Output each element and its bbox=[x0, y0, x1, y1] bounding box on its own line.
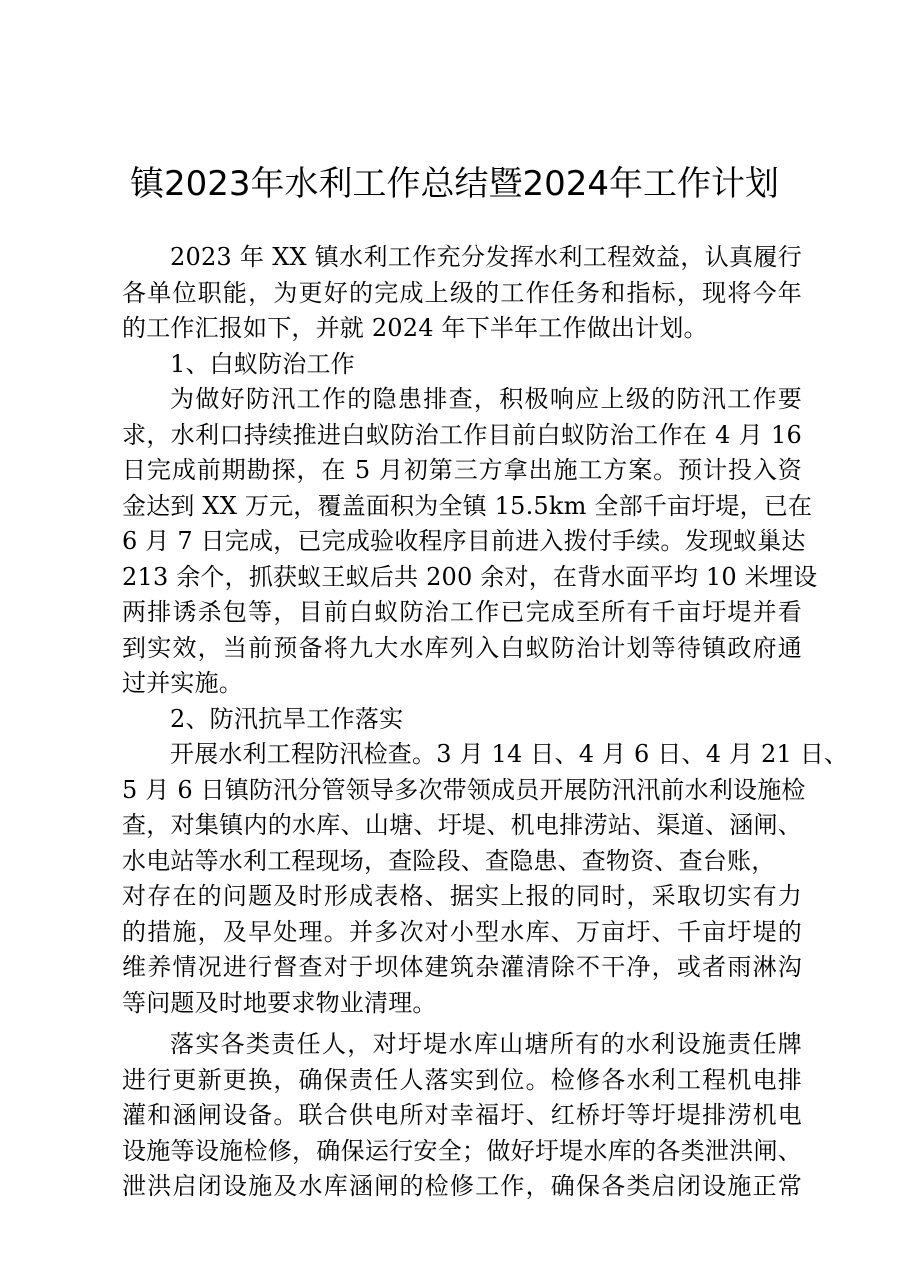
paragraph-line: 灌和涵闸设备。联合供电所对幸福圩、红桥圩等圩堤排涝机电 bbox=[122, 1101, 802, 1129]
paragraph-line: 水电站等水利工程现场，查险段、查隐患、查物资、查台账， bbox=[122, 846, 776, 875]
paragraph-line: 2023 年 XX 镇水利工作充分发挥水利工程效益，认真履行 bbox=[170, 243, 802, 271]
paragraph-line: 两排诱杀包等，目前白蚁防治工作已完成至所有千亩圩堤并看 bbox=[122, 598, 802, 626]
paragraph-line: 到实效，当前预备将九大水库列入白蚁防治计划等待镇政府通 bbox=[122, 633, 802, 662]
paragraph-line: 各单位职能，为更好的完成上级的工作任务和指标，现将今年 bbox=[122, 278, 802, 307]
paragraph-line: 金达到 XX 万元，覆盖面积为全镇 15.5km 全部千亩圩堤，已在 bbox=[122, 491, 813, 520]
paragraph-line: 的工作汇报如下，并就 2024 年下半年工作做出计划。 bbox=[122, 314, 708, 342]
section-heading: 2、防汛抗旱工作落实 bbox=[170, 704, 404, 733]
paragraph-line: 为做好防汛工作的隐患排查，积极响应上级的防汛工作要 bbox=[170, 385, 802, 413]
paragraph-line: 查，对集镇内的水库、山塘、圩堤、机电排涝站、渠道、涵闸、 bbox=[122, 811, 802, 839]
paragraph-line: 6 月 7 日完成，已完成验收程序目前进入拨付手续。发现蚁巢达 bbox=[122, 527, 806, 555]
paragraph-line: 设施等设施检修，确保运行安全；做好圩堤水库的各类泄洪闸、 bbox=[122, 1136, 802, 1165]
paragraph-line: 泄洪启闭设施及水库涵闸的检修工作，确保各类启闭设施正常 bbox=[122, 1172, 802, 1200]
paragraph-line: 的措施，及早处理。并多次对小型水库、万亩圩、千亩圩堤的 bbox=[122, 917, 802, 946]
paragraph-line: 维养情况进行督查对于坝体建筑杂灌清除不干净，或者雨淋沟 bbox=[122, 953, 802, 981]
paragraph-line: 求，水利口持续推进白蚁防治工作目前白蚁防治工作在 4 月 16 bbox=[122, 420, 802, 449]
paragraph-line: 进行更新更换，确保责任人落实到位。检修各水利工程机电排 bbox=[122, 1065, 802, 1094]
paragraph-line: 213 余个，抓获蚁王蚁后共 200 余对，在背水面平均 10 米埋设 bbox=[122, 562, 818, 591]
paragraph-line: 过并实施。 bbox=[122, 669, 243, 697]
document-title: 镇2023年水利工作总结暨2024年工作计划 bbox=[129, 164, 780, 204]
section-heading: 1、白蚁防治工作 bbox=[170, 349, 355, 378]
paragraph-line: 5 月 6 日镇防汛分管领导多次带领成员开展防汛汛前水利设施检 bbox=[122, 775, 806, 804]
paragraph-line: 开展水利工程防汛检查。3 月 14 日、4 月 6 日、4 月 21 日、 bbox=[170, 740, 849, 768]
paragraph-line: 对存在的问题及时形成表格、据实上报的同时，采取切实有力 bbox=[122, 882, 802, 910]
paragraph-line: 落实各类责任人，对圩堤水库山塘所有的水利设施责任牌 bbox=[170, 1030, 802, 1058]
paragraph-line: 日完成前期勘探，在 5 月初第三方拿出施工方案。预计投入资 bbox=[122, 456, 802, 484]
document-body bbox=[122, 240, 849, 1205]
paragraph-line: 等问题及时地要求物业清理。 bbox=[122, 988, 437, 1017]
